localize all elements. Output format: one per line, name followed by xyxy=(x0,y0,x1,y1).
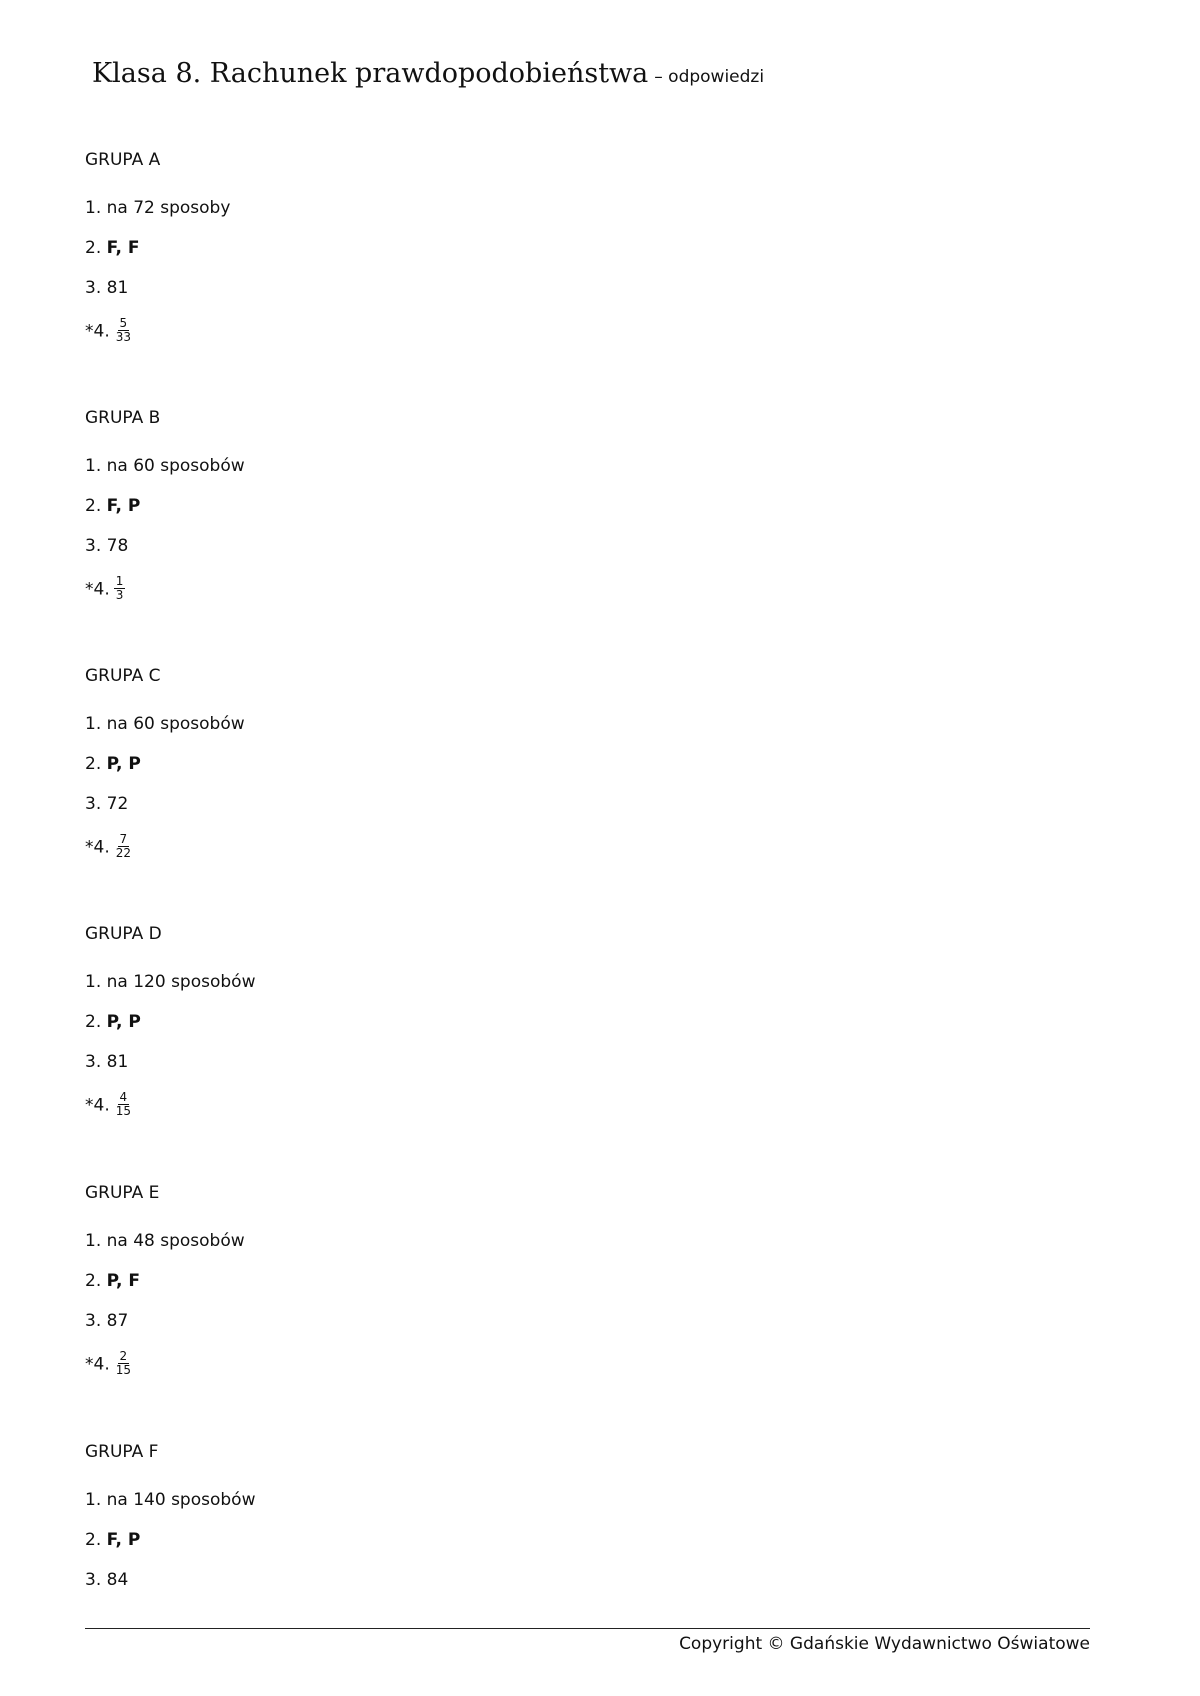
answer-1: 1. na 60 sposobów xyxy=(85,456,245,476)
answer-2-value: F, P xyxy=(106,496,141,516)
fraction-denominator: 33 xyxy=(115,330,132,344)
group-title: GRUPA D xyxy=(85,924,162,944)
group-title: GRUPA C xyxy=(85,666,161,686)
group-title: GRUPA E xyxy=(85,1183,160,1203)
fraction xyxy=(114,1091,133,1118)
answer-2-value: P, F xyxy=(106,1271,140,1291)
fraction-numerator: 4 xyxy=(119,1090,128,1104)
fraction-numerator: 1 xyxy=(115,574,124,588)
answer-2: 2. F, F xyxy=(85,238,140,258)
fraction-denominator: 22 xyxy=(115,846,132,860)
answer-3: 3. 72 xyxy=(85,794,129,814)
answer-2-value: F, P xyxy=(106,1530,141,1550)
answer-3: 3. 87 xyxy=(85,1311,129,1331)
answer-2: 2. P, P xyxy=(85,1012,141,1032)
fraction-denominator: 15 xyxy=(115,1104,132,1118)
fraction xyxy=(114,833,133,860)
answer-3: 3. 84 xyxy=(85,1570,129,1590)
fraction xyxy=(114,1350,133,1377)
answer-2-value: P, P xyxy=(106,1012,141,1032)
fraction xyxy=(114,575,126,602)
fraction-numerator: 5 xyxy=(119,316,128,330)
copyright-footer: Copyright © Gdańskie Wydawnictwo Oświatowe xyxy=(679,1634,1090,1654)
footer-divider xyxy=(85,1628,1090,1629)
answer-2: 2. P, F xyxy=(85,1271,140,1291)
answer-4: *4. $\frac{2}{15}$ xyxy=(85,1349,132,1377)
answer-1: 1. na 120 sposobów xyxy=(85,972,256,992)
answer-3: 3. 81 xyxy=(85,1052,129,1072)
answer-2-value: P, P xyxy=(106,754,141,774)
fraction-denominator: 3 xyxy=(115,588,124,602)
fraction xyxy=(114,317,133,344)
answer-1: 1. na 48 sposobów xyxy=(85,1231,245,1251)
answer-1: 1. na 140 sposobów xyxy=(85,1490,256,1510)
fraction-numerator: 2 xyxy=(119,1349,128,1363)
answer-2-value: F, F xyxy=(106,238,140,258)
answer-4: *4. $\frac{5}{33}$ xyxy=(85,316,132,344)
title-subtitle: – odpowiedzi xyxy=(654,67,765,87)
answer-3: 3. 78 xyxy=(85,536,129,556)
answer-1: 1. na 60 sposobów xyxy=(85,714,245,734)
page-title xyxy=(92,58,764,89)
group-title: GRUPA F xyxy=(85,1442,159,1462)
answer-4: *4. $\frac{7}{22}$ xyxy=(85,832,132,860)
answer-2: 2. F, P xyxy=(85,496,141,516)
title-main: Klasa 8. Rachunek prawdopodobieństwa xyxy=(92,58,649,89)
answer-4: *4. $\frac{4}{15}$ xyxy=(85,1090,132,1118)
answer-3: 3. 81 xyxy=(85,278,129,298)
fraction-numerator: 7 xyxy=(119,832,128,846)
answer-2: 2. F, P xyxy=(85,1530,141,1550)
fraction-denominator: 15 xyxy=(115,1363,132,1377)
answer-4: *4. $\frac{1}{3}$ xyxy=(85,574,124,602)
group-title: GRUPA B xyxy=(85,408,161,428)
answer-2: 2. P, P xyxy=(85,754,141,774)
answer-1: 1. na 72 sposoby xyxy=(85,198,231,218)
group-title: GRUPA A xyxy=(85,150,161,170)
